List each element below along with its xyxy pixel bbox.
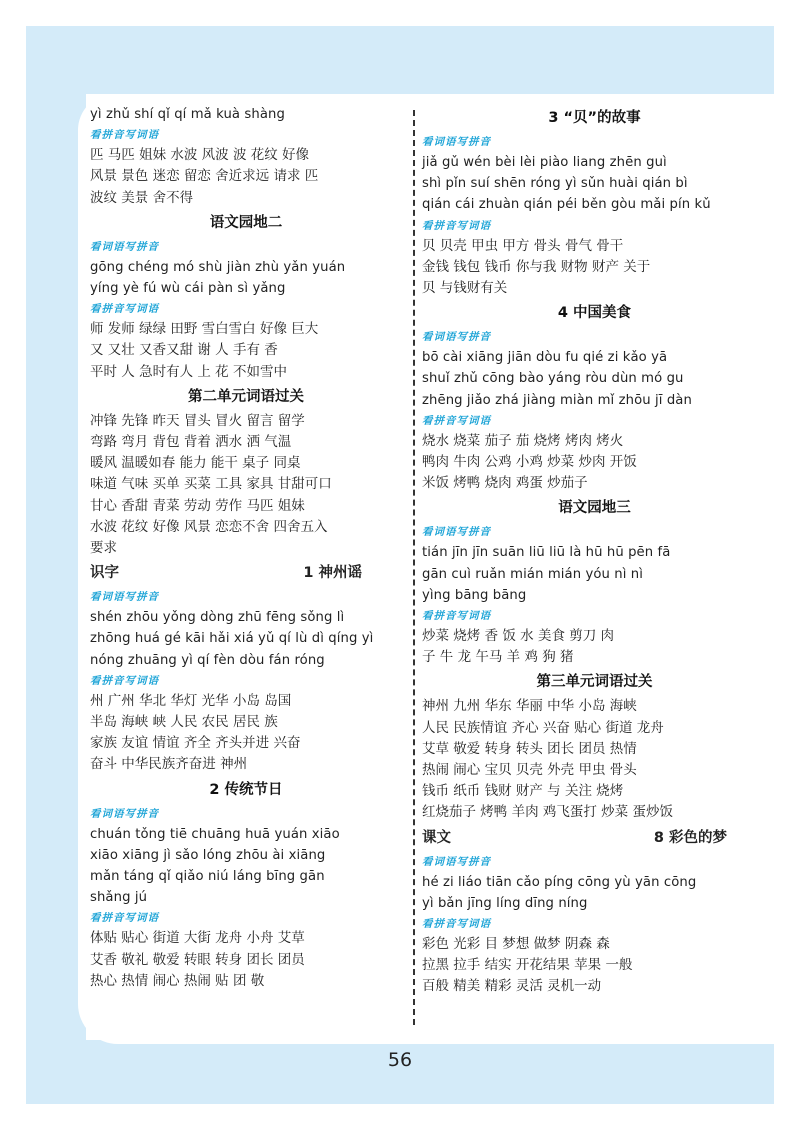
pinyin-line: mǎn táng qǐ qiǎo niú láng bīng gān [90, 869, 325, 885]
word-line: 州 广州 华北 华灯 光华 小岛 岛国 [90, 692, 292, 709]
section-heading [90, 559, 402, 587]
word-line: 艾草 敬爱 转身 转头 团长 团员 热情 [422, 740, 637, 757]
pinyin-line: shǎng jú [90, 890, 148, 906]
pinyin-line: zhōng huá gé kāi hǎi xiá yǔ qí lù dì qíng yì [90, 631, 374, 647]
pinyin-line: tián jīn jīn suān liū liū là hū hū pēn fā [422, 545, 671, 561]
word-line: 金钱 钱包 钱币 你与我 财物 财产 关于 [422, 258, 651, 275]
pinyin-line: gān cuì ruǎn mián mián yóu nì nì [422, 566, 644, 582]
word-line: 彩色 光彩 目 梦想 做梦 阴森 森 [422, 936, 610, 953]
word-line: 百般 精美 精彩 灵活 灵机一动 [422, 978, 602, 995]
word-line: 贝 与钱财有关 [422, 280, 508, 297]
pinyin-line: hé zi liáo tiān cǎo píng cōng yù yān cōng [422, 874, 697, 890]
word-line: 红烧茄子 烤鸭 羊肉 鸡飞蛋打 炒菜 蛋炒饭 [422, 804, 673, 821]
word-line: 半岛 海峡 峡 人民 农民 居民 族 [90, 714, 278, 731]
word-line: 子 牛 龙 午马 羊 鸡 狗 猪 [422, 649, 574, 666]
pinyin-line: yì bǎn jīng líng dīng níng [422, 895, 588, 911]
exercise-label: 看词语写拼音 [422, 855, 491, 868]
pinyin-line: nóng zhuāng yì qí fèn dòu fán róng [90, 652, 325, 668]
section-title: 4 中国美食 [557, 305, 632, 322]
word-line: 味道 气味 买单 买菜 工具 家具 甘甜可口 [90, 476, 332, 493]
pinyin-line: xiāo xiāng jì sǎo lóng zhōu ài xiāng [90, 847, 326, 863]
pinyin-line: shuǐ zhǔ cōng bào yáng ròu dùn mó gu [422, 371, 684, 387]
unit-label: 课文 [422, 829, 451, 846]
exercise-label: 看拼音写词语 [90, 129, 159, 142]
page-frame-top [26, 26, 774, 94]
word-line: 风景 景色 迷恋 留恋 舍近求远 请求 匹 [90, 168, 319, 185]
word-line: 热闹 闹心 宝贝 贝壳 外壳 甲虫 骨头 [422, 762, 637, 779]
exercise-label: 看词语写拼音 [90, 240, 159, 253]
pinyin-line: gōng chéng mó shù jiàn zhù yǎn yuán [90, 259, 346, 275]
pinyin-line: shì pǐn suí shēn róng yì sǔn huài qián bì [422, 176, 688, 192]
pinyin-line: jiǎ gǔ wén bèi lèi piào liang zhēn guì [422, 155, 667, 170]
word-line: 家族 友谊 情谊 齐全 齐头并进 兴奋 [90, 735, 301, 752]
unit-label: 识字 [90, 565, 119, 582]
pinyin-line: shén zhōu yǒng dòng zhū fēng sǒng lì [90, 610, 345, 626]
right-column [422, 104, 767, 998]
word-line: 弯路 弯月 背包 背着 洒水 洒 气温 [90, 434, 292, 451]
exercise-label: 看词语写拼音 [90, 807, 159, 820]
word-line: 平时 人 急时有人 上 花 不如雪中 [90, 363, 287, 380]
pinyin-line: bō cài xiāng jiān dòu fu qié zi kǎo yā [422, 350, 668, 366]
word-line: 要求 [90, 540, 117, 557]
word-line: 神州 九州 华东 华丽 中华 小岛 海峡 [422, 698, 637, 715]
pinyin-line: qián cái zhuàn qián péi běn gòu mǎi pín kǔ [422, 197, 711, 213]
section-title: 第三单元词语过关 [536, 674, 653, 691]
word-line: 匹 马匹 姐妹 水波 风波 波 花纹 好像 [90, 147, 310, 164]
exercise-label: 看拼音写词语 [422, 219, 491, 232]
exercise-label: 看拼音写词语 [422, 918, 491, 931]
section-title: 语文园地二 [209, 214, 283, 231]
word-line: 拉黑 拉手 结实 开花结果 苹果 一般 [422, 957, 633, 974]
word-line: 师 发师 绿绿 田野 雪白雪白 好像 巨大 [90, 321, 319, 338]
word-line: 体贴 贴心 街道 大街 龙舟 小舟 艾草 [90, 930, 305, 947]
column-divider [413, 110, 415, 1025]
section-title: 2 传统节日 [209, 781, 283, 798]
word-line: 米饭 烤鸭 烧肉 鸡蛋 炒茄子 [422, 475, 588, 492]
word-line: 钱币 纸币 钱财 财产 与 关注 烧烤 [422, 783, 624, 800]
word-line: 波纹 美景 舍不得 [90, 189, 194, 206]
section-heading [422, 824, 767, 852]
section-title: 第二单元词语过关 [188, 388, 304, 405]
page-frame-left [26, 90, 86, 1045]
word-line: 烧水 烧菜 茄子 茄 烧烤 烤肉 烤火 [422, 432, 624, 449]
pinyin-line: yìng bāng bāng [422, 587, 527, 603]
exercise-label: 看词语写拼音 [422, 526, 491, 539]
section-title: 语文园地三 [558, 500, 631, 517]
section-title: 3 “贝”的故事 [548, 110, 641, 126]
exercise-label: 看词语写拼音 [422, 331, 491, 344]
exercise-label: 看拼音写词语 [90, 912, 159, 925]
exercise-label: 看拼音写词语 [422, 610, 491, 623]
word-line: 鸭肉 牛肉 公鸡 小鸡 炒菜 炒肉 开饭 [422, 454, 637, 471]
exercise-label: 看拼音写词语 [90, 674, 159, 687]
word-line: 水波 花纹 好像 风景 恋恋不舍 四舍五入 [90, 518, 328, 535]
word-line: 暖风 温暖如春 能力 能干 桌子 同桌 [90, 455, 301, 472]
pinyin-line: yì zhǔ shí qǐ qí mǎ kuà shàng [90, 107, 285, 122]
lesson-title: 1 神州谣 [303, 565, 362, 582]
word-line: 贝 贝壳 甲虫 甲方 骨头 骨气 骨干 [422, 237, 624, 254]
word-line: 甘心 香甜 青菜 劳动 劳作 马匹 姐妹 [90, 497, 305, 514]
word-line: 又 又壮 又香又甜 谢 人 手有 香 [90, 342, 278, 359]
word-line: 艾香 敬礼 敬爱 转眼 转身 团长 团员 [90, 951, 305, 968]
page-number: 56 [387, 1049, 413, 1071]
word-line: 炒菜 烧烤 香 饭 水 美食 剪刀 肉 [422, 628, 615, 645]
exercise-label: 看词语写拼音 [422, 136, 491, 148]
word-line: 冲锋 先锋 昨天 冒头 冒火 留言 留学 [90, 412, 305, 429]
exercise-label: 看拼音写词语 [90, 303, 159, 316]
pinyin-line: zhēng jiǎo zhá jiàng miàn mǐ zhōu jī dàn [422, 392, 692, 408]
pinyin-line: chuán tǒng tiē chuāng huā yuán xiāo [90, 826, 340, 842]
pinyin-line: yíng yè fú wù cái pàn sì yǎng [90, 281, 286, 297]
word-line: 热心 热情 闹心 热闹 贴 团 敬 [90, 972, 265, 989]
exercise-label: 看词语写拼音 [90, 591, 159, 604]
exercise-label: 看拼音写词语 [422, 414, 491, 427]
word-line: 奋斗 中华民族齐奋进 神州 [90, 756, 248, 773]
word-line: 人民 民族情谊 齐心 兴奋 贴心 街道 龙舟 [422, 719, 664, 736]
lesson-title: 8 彩色的梦 [653, 829, 727, 846]
left-column [90, 104, 402, 992]
